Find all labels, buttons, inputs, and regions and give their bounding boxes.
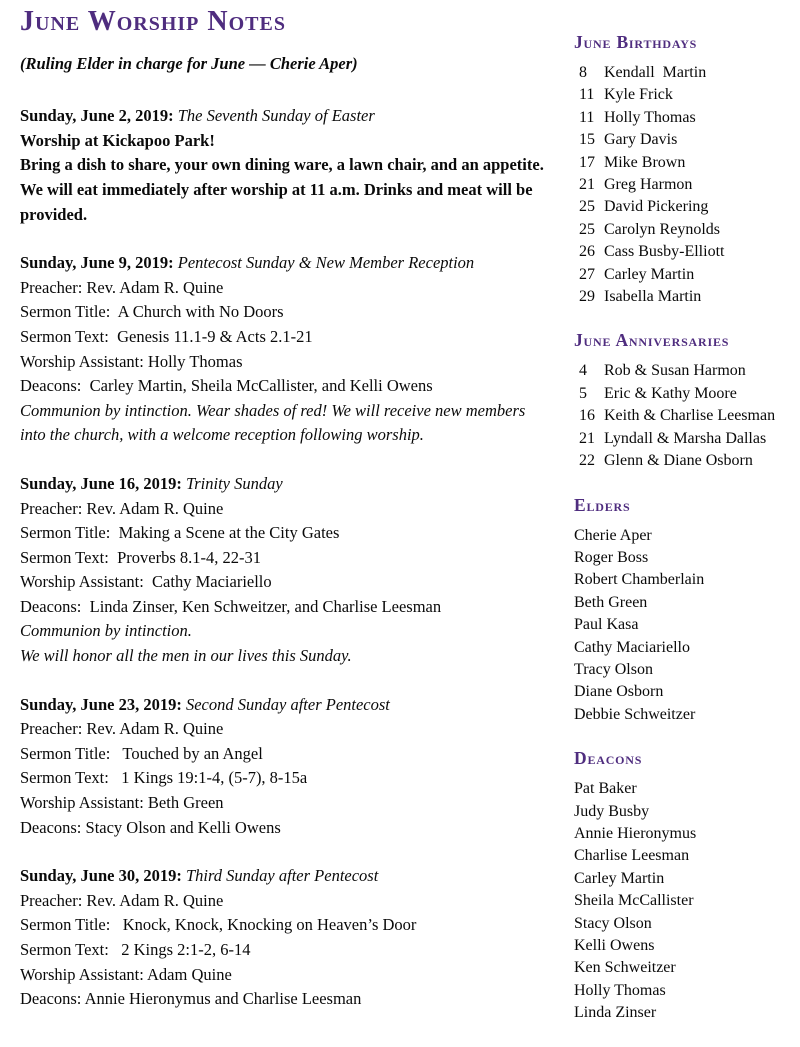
service-details bbox=[20, 497, 548, 620]
birthday-name: Isabella Martin bbox=[604, 288, 702, 306]
service-line: Sermon Text: Proverbs 8.1-4, 22-31 bbox=[20, 547, 261, 567]
service-details bbox=[20, 276, 548, 399]
elder-name: Diane Osborn bbox=[574, 683, 664, 701]
birthday-name: Greg Harmon bbox=[604, 176, 693, 194]
service-subtitle: The Seventh Sunday of Easter bbox=[177, 106, 375, 126]
page bbox=[20, 6, 784, 1047]
anniversary-day: 22 bbox=[579, 452, 595, 470]
anniversary-name: Keith & Charlise Leesman bbox=[604, 407, 776, 425]
service-line: Worship Assistant: Holly Thomas bbox=[20, 351, 243, 371]
separator: : bbox=[168, 253, 178, 273]
birthday-name: Kyle Frick bbox=[604, 86, 673, 104]
service-line: Sermon Text: 2 Kings 2:1-2, 6-14 bbox=[20, 940, 251, 959]
elder-name: Tracy Olson bbox=[574, 660, 653, 678]
service-june-23 bbox=[20, 693, 548, 841]
anniversary-day: 4 bbox=[579, 362, 587, 380]
service-line: Worship Assistant: Adam Quine bbox=[20, 964, 232, 984]
service-subtitle: Third Sunday after Pentecost bbox=[185, 866, 379, 886]
birthdays-list bbox=[574, 62, 784, 308]
elder-name: Robert Chamberlain bbox=[574, 571, 705, 589]
service-line: Deacons: Stacy Olson and Kelli Owens bbox=[20, 817, 281, 837]
service-date: Sunday, June 16, 2019 bbox=[20, 473, 177, 493]
birthday-name: Kendall Martin bbox=[604, 64, 707, 81]
service-date: Sunday, June 23, 2019 bbox=[20, 694, 177, 714]
separator: : bbox=[168, 106, 178, 126]
birthday-day: 26 bbox=[579, 243, 595, 261]
birthdays-heading: June Birthdays bbox=[574, 32, 698, 52]
birthday-name: Cass Busby-Elliott bbox=[604, 243, 725, 261]
elder-name: Debbie Schweitzer bbox=[574, 705, 696, 723]
service-heading bbox=[20, 864, 548, 889]
service-line: Deacons: Carley Martin, Sheila McCallister, and Kelli Owens bbox=[20, 376, 433, 396]
service-line: Deacons: Annie Hieronymus and Charlise Leesman bbox=[20, 989, 362, 1009]
service-subtitle: Trinity Sunday bbox=[185, 473, 283, 493]
deacons-list bbox=[574, 778, 784, 1024]
announcement-line: Bring a dish to share, your own dining ware, a lawn chair, and an appetite. We will eat immediately after worship at 11 a.m. Drinks and meat will be provided. bbox=[20, 155, 548, 224]
service-line: Sermon Title: Touched by an Angel bbox=[20, 743, 263, 763]
elders-section bbox=[574, 495, 784, 727]
service-line: Preacher: Rev. Adam R. Quine bbox=[20, 498, 224, 518]
deacon-name: Linda Zinser bbox=[574, 1004, 657, 1022]
elder-name: Cherie Aper bbox=[574, 526, 652, 544]
service-notes bbox=[20, 619, 548, 668]
deacon-name: Ken Schweitzer bbox=[574, 959, 676, 977]
service-june-30 bbox=[20, 864, 548, 1012]
separator: : bbox=[176, 473, 186, 493]
service-june-16 bbox=[20, 472, 548, 669]
sidebar-column bbox=[548, 6, 784, 1047]
birthday-row bbox=[574, 196, 784, 218]
anniversary-day: 5 bbox=[579, 384, 587, 402]
service-line: Worship Assistant: Cathy Maciariello bbox=[20, 572, 272, 592]
birthday-day: 11 bbox=[579, 86, 595, 104]
birthday-name: Gary Davis bbox=[604, 131, 678, 149]
service-line: Preacher: Rev. Adam R. Quine bbox=[20, 890, 224, 910]
anniversary-name: Glenn & Diane Osborn bbox=[604, 452, 753, 470]
anniversary-name: Lyndall & Marsha Dallas bbox=[604, 429, 767, 447]
service-details bbox=[20, 889, 548, 1012]
birthday-row bbox=[574, 174, 784, 196]
service-line: Sermon Title: Knock, Knock, Knocking on Heaven’s Door bbox=[20, 915, 417, 935]
service-line: Preacher: Rev. Adam R. Quine bbox=[20, 719, 224, 739]
service-subtitle: Pentecost Sunday & New Member Reception bbox=[177, 253, 475, 273]
service-date: Sunday, June 9, 2019 bbox=[20, 253, 169, 273]
service-heading bbox=[20, 104, 548, 129]
service-heading bbox=[20, 472, 548, 497]
birthday-name: Carolyn Reynolds bbox=[604, 220, 720, 238]
deacons-section bbox=[574, 748, 784, 1024]
birthday-row bbox=[574, 219, 784, 241]
birthday-row bbox=[574, 62, 784, 84]
service-note: We will honor all the men in our lives this Sunday. bbox=[20, 646, 352, 666]
ruling-elder-note: (Ruling Elder in charge for June — Cherie Aper) bbox=[20, 54, 358, 74]
birthday-row bbox=[574, 264, 784, 286]
birthday-row bbox=[574, 286, 784, 308]
service-line: Sermon Title: A Church with No Doors bbox=[20, 302, 284, 322]
page-title: June Worship Notes bbox=[20, 6, 286, 37]
service-june-2 bbox=[20, 104, 548, 227]
birthday-day: 29 bbox=[579, 288, 595, 306]
birthday-row bbox=[574, 152, 784, 174]
elder-name: Beth Green bbox=[574, 593, 648, 611]
birthday-row bbox=[574, 129, 784, 151]
birthday-name: Holly Thomas bbox=[604, 108, 696, 126]
elders-list bbox=[574, 525, 784, 727]
anniversary-row bbox=[574, 405, 784, 427]
service-june-9 bbox=[20, 251, 548, 448]
elder-name: Paul Kasa bbox=[574, 616, 639, 634]
birthday-row bbox=[574, 241, 784, 263]
service-line: Worship Assistant: Beth Green bbox=[20, 793, 224, 813]
service-note: Communion by intinction. Wear shades of red! We will receive new members into the church, with a welcome reception following worship. bbox=[20, 400, 530, 445]
deacons-heading: Deacons bbox=[574, 748, 643, 769]
anniversaries-section bbox=[574, 330, 784, 472]
anniversary-name: Rob & Susan Harmon bbox=[604, 362, 746, 380]
deacon-name: Judy Busby bbox=[574, 802, 650, 820]
birthdays-section bbox=[574, 32, 784, 308]
service-note: Communion by intinction. bbox=[20, 621, 192, 641]
deacon-name: Sheila McCallister bbox=[574, 892, 694, 910]
birthday-day: 25 bbox=[579, 220, 595, 238]
service-line: Deacons: Linda Zinser, Ken Schweitzer, and Charlise Leesman bbox=[20, 596, 442, 616]
anniversaries-heading: June Anniversaries bbox=[574, 330, 730, 351]
service-date: Sunday, June 30, 2019 bbox=[20, 866, 177, 886]
anniversary-name: Eric & Kathy Moore bbox=[604, 384, 737, 402]
service-subtitle: Second Sunday after Pentecost bbox=[185, 694, 390, 714]
birthday-day: 25 bbox=[579, 198, 595, 216]
birthday-day: 21 bbox=[579, 176, 595, 194]
birthday-day: 17 bbox=[579, 153, 595, 171]
service-announcements bbox=[20, 129, 548, 227]
anniversary-day: 21 bbox=[579, 429, 595, 447]
service-date: Sunday, June 2, 2019 bbox=[20, 106, 169, 126]
birthday-row bbox=[574, 107, 784, 129]
service-line: Sermon Title: Making a Scene at the City Gates bbox=[20, 523, 340, 543]
worship-notes-column bbox=[20, 6, 548, 1047]
separator: : bbox=[176, 694, 186, 714]
birthday-name: Carley Martin bbox=[604, 265, 695, 283]
separator: : bbox=[176, 866, 186, 886]
service-heading bbox=[20, 251, 548, 276]
deacon-name: Charlise Leesman bbox=[574, 847, 690, 865]
service-line: Sermon Text: 1 Kings 19:1-4, (5-7), 8-15a bbox=[20, 768, 308, 788]
elder-name: Roger Boss bbox=[574, 548, 649, 566]
deacon-name: Annie Hieronymus bbox=[574, 824, 697, 842]
anniversary-row bbox=[574, 428, 784, 450]
deacon-name: Stacy Olson bbox=[574, 914, 652, 932]
announcement-line: Worship at Kickapoo Park! bbox=[20, 130, 215, 150]
service-notes bbox=[20, 399, 548, 448]
deacon-name: Holly Thomas bbox=[574, 981, 666, 999]
birthday-day: 11 bbox=[579, 108, 595, 126]
anniversary-day: 16 bbox=[579, 407, 595, 425]
service-heading bbox=[20, 693, 548, 718]
anniversary-row bbox=[574, 383, 784, 405]
deacon-name: Kelli Owens bbox=[574, 937, 655, 954]
elder-name: Cathy Maciariello bbox=[574, 638, 690, 656]
birthday-name: David Pickering bbox=[604, 198, 709, 216]
birthday-name: Mike Brown bbox=[604, 153, 686, 171]
anniversary-row bbox=[574, 360, 784, 382]
birthday-day: 8 bbox=[579, 64, 587, 81]
service-details bbox=[20, 717, 548, 840]
birthday-day: 15 bbox=[579, 131, 595, 149]
anniversaries-list bbox=[574, 360, 784, 472]
birthday-row bbox=[574, 84, 784, 106]
deacon-name: Carley Martin bbox=[574, 869, 665, 887]
birthday-day: 27 bbox=[579, 265, 595, 283]
service-line: Sermon Text: Genesis 11.1-9 & Acts 2.1-21 bbox=[20, 326, 313, 346]
elders-heading: Elders bbox=[574, 494, 631, 515]
deacon-name: Pat Baker bbox=[574, 780, 637, 798]
service-line: Preacher: Rev. Adam R. Quine bbox=[20, 277, 224, 297]
anniversary-row bbox=[574, 450, 784, 472]
